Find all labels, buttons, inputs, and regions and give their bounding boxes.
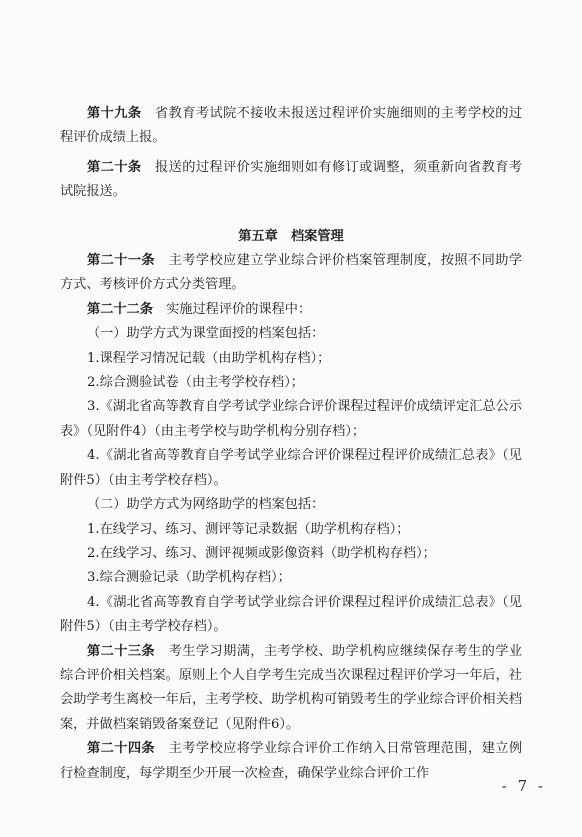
list-item: 2.在线学习、练习、测评视频或影像资料（助学机构存档）； bbox=[87, 545, 436, 561]
article-text: 实施过程评价的课程中： bbox=[166, 301, 312, 317]
article-21 bbox=[60, 249, 522, 298]
article-label: 第二十三条 bbox=[87, 643, 156, 659]
article-text: 主考学校应建立学业综合评价档案管理制度，按照不同助学方式、考核评价方式分类管理。 bbox=[60, 253, 523, 293]
list-item: 1.在线学习、练习、测评等记录数据（助学机构存档）； bbox=[87, 521, 410, 537]
article-text: 省教育考试院不接收未报送过程评价实施细则的主考学校的过程评价成绩上报。 bbox=[60, 106, 523, 146]
article-22 bbox=[60, 298, 522, 322]
page-number: - 7 - bbox=[501, 777, 546, 795]
article-text: 主考学校应将学业综合评价工作纳入日常管理范围，建立例行检查制度，每学期至少开展一次检查，确保学业综合评价工作 bbox=[60, 741, 523, 781]
article-19 bbox=[60, 102, 522, 151]
document-body bbox=[60, 102, 522, 786]
list-item: 3.综合测验记录（助学机构存档）； bbox=[87, 570, 291, 586]
article-text: 考生学习期满，主考学校、助学机构应继续保存考生的学业综合评价相关档案。原则上个人自学考生完成当次课程过程评价学习一年后，社会助学考生离校一年后，主考学校、助学机构可销毁考生的学业综合评价相关档案，并做档案销毁备案登记（见附件6）。 bbox=[60, 643, 523, 732]
article-24 bbox=[60, 737, 522, 786]
list-item: 3.《湖北省高等教育自学考试学业综合评价课程过程评价成绩评定汇总公示表》（见附件4）（由主考学校与助学机构分别存档）； bbox=[60, 399, 522, 439]
article-23 bbox=[60, 640, 522, 738]
article-20 bbox=[60, 156, 522, 205]
article-label: 第二十一条 bbox=[87, 253, 156, 269]
list-heading: （一）助学方式为课堂面授的档案包括： bbox=[87, 326, 325, 342]
chapter-heading: 第五章 档案管理 bbox=[238, 228, 344, 244]
article-text: 报送的过程评价实施细则如有修订或调整，须重新向省教育考试院报送。 bbox=[60, 159, 523, 200]
list-item: 4.《湖北省高等教育自学考试学业综合评价课程过程评价成绩汇总表》（见附件5）（由主考学校存档）。 bbox=[60, 594, 522, 635]
list-item: 4.《湖北省高等教育自学考试学业综合评价课程过程评价成绩汇总表》（见附件5）（由主考学校存档）。 bbox=[60, 448, 522, 488]
list-item: 2.综合测验试卷（由主考学校存档）； bbox=[87, 375, 304, 391]
article-label: 第二十条 bbox=[87, 159, 142, 175]
article-label: 第二十二条 bbox=[87, 301, 153, 317]
list-heading: （二）助学方式为网络助学的档案包括： bbox=[87, 497, 325, 513]
article-label: 第二十四条 bbox=[87, 741, 156, 757]
article-label: 第十九条 bbox=[87, 106, 142, 121]
list-item: 1.课程学习情况记载（由助学机构存档）； bbox=[87, 350, 331, 366]
